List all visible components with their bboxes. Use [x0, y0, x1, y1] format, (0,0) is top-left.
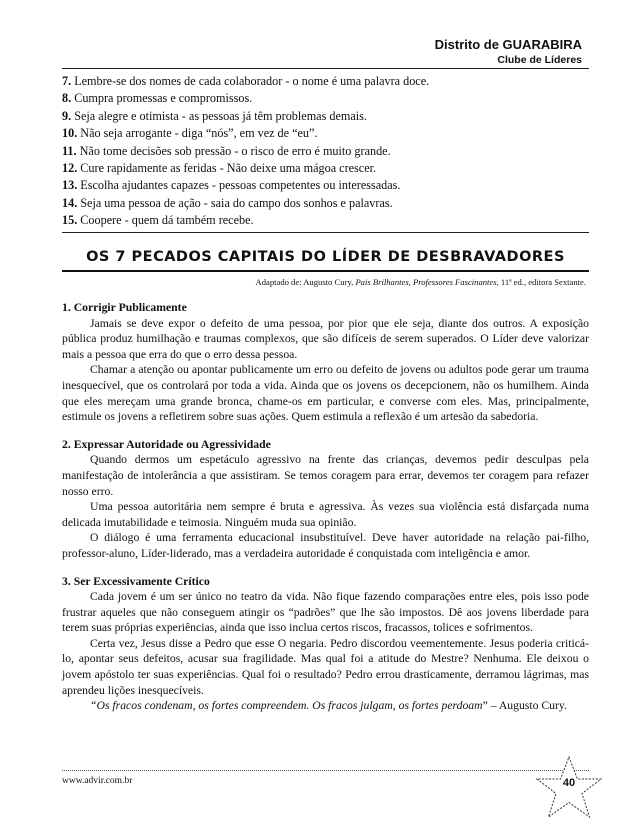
paragraph: Uma pessoa autoritária nem sempre é bruta e agressiva. Às vezes sua violência está disfarçada numa delicada imutabilidade e teimosia. Ninguém muda sua opinião. [62, 500, 589, 529]
list-item-text: Seja alegre e otimista - as pessoas já têm problemas demais. [74, 108, 367, 123]
paragraph: Quando dermos um espetáculo agressivo na frente das crianças, devemos pedir desculpas pela manifestação de intolerância a que assistiram. Se temos coragem para errar, devemos ter coragem para refazer nosso erro. [62, 453, 589, 498]
item-heading: 2. Expressar Autoridade ou Agressividade [62, 437, 271, 451]
list-item [62, 143, 592, 160]
item-heading: 3. Ser Excessivamente Crítico [62, 574, 210, 588]
list-item [62, 160, 592, 177]
source-book-title: Pais Brilhantes, Professores Fascinantes [355, 277, 497, 287]
list-item [62, 212, 592, 229]
list-item [62, 73, 592, 90]
list-item-number: 8. [62, 91, 72, 106]
list-item-number: 14. [62, 195, 78, 210]
list-item-number: 13. [62, 178, 78, 193]
list-item-number: 11. [62, 143, 77, 158]
list-item-number: 7. [62, 74, 72, 88]
list-item [62, 108, 592, 125]
paragraph: Cada jovem é um ser único no teatro da vida. Não fique fazendo comparações entre eles, pois isso pode frustrar aqueles que não conseguem atingir os “padrões” que lhe são impostos. Dê aos jovens liberdade para terem suas próprias experiências, ainda que isso inclua certos riscos, fracassos, tolices e sofrimentos. [62, 590, 589, 635]
header-rule [62, 68, 589, 69]
page-header [435, 37, 582, 68]
page-number: 40 [562, 777, 576, 789]
section-title-rule [62, 270, 589, 272]
source-citation [256, 277, 587, 288]
paragraph: Certa vez, Jesus disse a Pedro que esse O negaria. Pedro discordou veementemente. Jesus poderia criticá-lo, apontar seus defeitos, acusar sua fragilidade. Mas qual foi a atitude do Mestre? Nenhuma. Ele deixou o jovem apóstolo ter suas experiências. Qual foi o resultado? Pedro errou drasticamente, derramou lágrimas, mas aprendeu lições inesquecíveis. [62, 636, 589, 697]
source-prefix: Adaptado de: Augusto Cury, [255, 277, 356, 287]
list-item-text: Não tome decisões sob pressão - o risco de erro é muito grande. [79, 143, 391, 158]
section-title: OS 7 PECADOS CAPITAIS DO LÍDER DE DESBRAVADORES [86, 249, 565, 265]
footer-rule [62, 770, 589, 771]
paragraph: Chamar a atenção ou apontar publicamente um erro ou defeito de jovens ou adultos pode gerar um trauma inesquecível, que os controlará por toda a vida. Ainda que os jovens os decepcionem, não os humilhem. Ainda que eles mereçam uma grande bronca, chame-os em particular, e converse com eles. Mas, principalmente, estimule os jovens a refletirem sobre suas ações. Quem estimula a reflexão é um artesão da sabedoria. [62, 363, 589, 424]
item-heading: 1. Corrigir Publicamente [62, 301, 187, 314]
footer-url: www.advir.com.br [62, 776, 133, 786]
list-item [62, 177, 592, 194]
header-subtitle: Clube de Líderes [497, 54, 582, 66]
list-item [62, 125, 592, 142]
list-item-number: 12. [62, 161, 78, 176]
quote-paragraph [62, 698, 589, 714]
tips-list [62, 73, 592, 230]
article-body [62, 300, 589, 714]
list-item [62, 195, 592, 212]
list-item-number: 15. [62, 213, 78, 228]
list-item-text: Coopere - quem dá também recebe. [80, 213, 254, 228]
quote-text: “Os fracos condenam, os fortes compreendem. Os fracos julgam, os fortes perdoam [90, 699, 483, 713]
list-item-number: 9. [62, 108, 72, 123]
paragraph: O diálogo é uma ferramenta educacional insubstituível. Deve haver autoridade na relação pai-filho, professor-aluno, Líder-liderado, mas a verdadeira autoridade é conquistada com inteligência e amor. [62, 531, 589, 560]
header-title: Distrito de GUARABIRA [434, 37, 582, 52]
list-item-text: Cumpra promessas e compromissos. [74, 91, 253, 106]
source-suffix: , 11ª ed., editora Sextante. [496, 277, 586, 287]
list-item-text: Seja uma pessoa de ação - saia do campo dos sonhos e palavras. [80, 195, 393, 210]
list-rule [62, 232, 589, 233]
list-item-text: Escolha ajudantes capazes - pessoas competentes ou interessadas. [80, 178, 401, 193]
list-item-number: 10. [62, 126, 78, 141]
quote-attribution: ” – Augusto Cury. [482, 699, 567, 713]
list-item-text: Cure rapidamente as feridas - Não deixe uma mágoa crescer. [80, 161, 377, 176]
list-item [62, 90, 592, 107]
list-item-text: Lembre-se dos nomes de cada colaborador - o nome é uma palavra doce. [74, 74, 430, 88]
list-item-text: Não seja arrogante - diga “nós”, em vez de “eu”. [80, 126, 318, 141]
paragraph: Jamais se deve expor o defeito de uma pessoa, por pior que ele seja, diante dos outros. A exposição pública produz humilhação e traumas complexos, que são difíceis de serem superados. O Líder deve valorizar mais a pessoa que erra do que o erro dessa pessoa. [62, 316, 589, 361]
